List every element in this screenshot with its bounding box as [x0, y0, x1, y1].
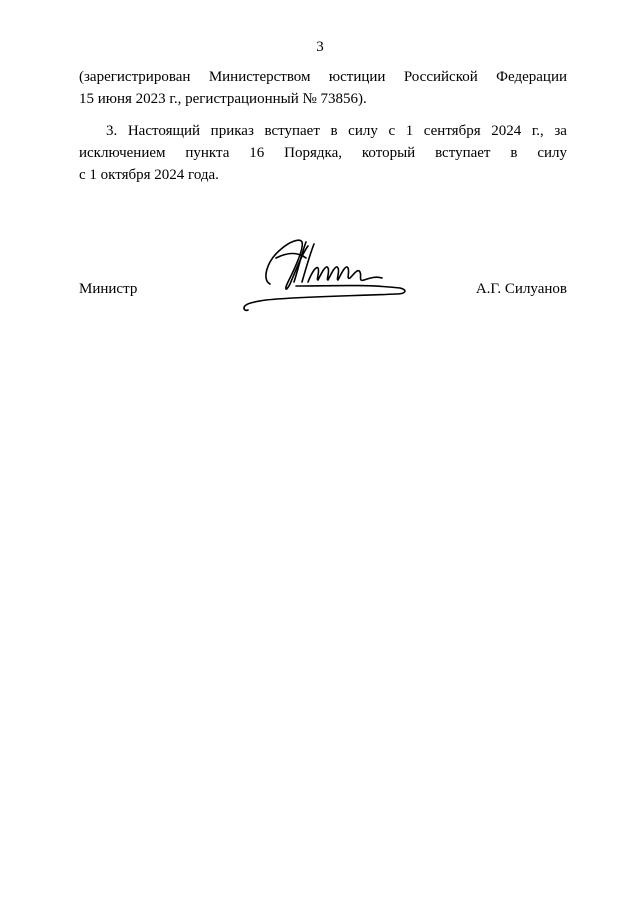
word: силу [348, 123, 378, 139]
word: с [388, 123, 396, 139]
justified-line [79, 120, 567, 142]
word: силу [537, 145, 567, 161]
text-line: с 1 октября 2024 года. [79, 167, 219, 183]
word: Российской [403, 69, 478, 85]
word: Порядка, [284, 145, 343, 161]
word: пункта [185, 145, 230, 161]
word: вступает [264, 123, 320, 139]
word: Настоящий [127, 123, 201, 139]
paragraph-effective-date [79, 120, 567, 186]
word: 16 [249, 145, 265, 161]
signer-position: Министр [79, 281, 138, 297]
word: 1 [405, 123, 414, 139]
word: который [361, 145, 416, 161]
page-number: 3 [316, 39, 324, 55]
word: в [330, 123, 338, 139]
paragraph-registration [79, 66, 567, 110]
word: юстиции [328, 69, 386, 85]
word: 3. [106, 123, 118, 139]
word: в [510, 145, 518, 161]
word: вступает [435, 145, 491, 161]
text-line: 15 июня 2023 г., регистрационный № 73856). [79, 91, 367, 107]
word: Министерством [208, 69, 311, 85]
signer-name: А.Г. Силуанов [475, 281, 567, 297]
word: (зарегистрирован [79, 69, 191, 85]
handwritten-signature [236, 232, 412, 314]
word: 2024 [491, 123, 522, 139]
word: исключением [79, 145, 166, 161]
word: приказ [210, 123, 254, 139]
justified-line [79, 66, 567, 88]
justified-line [79, 142, 567, 164]
word: за [554, 123, 567, 139]
word: Федерации [496, 69, 567, 85]
word: г., [531, 123, 544, 139]
word: сентября [423, 123, 481, 139]
